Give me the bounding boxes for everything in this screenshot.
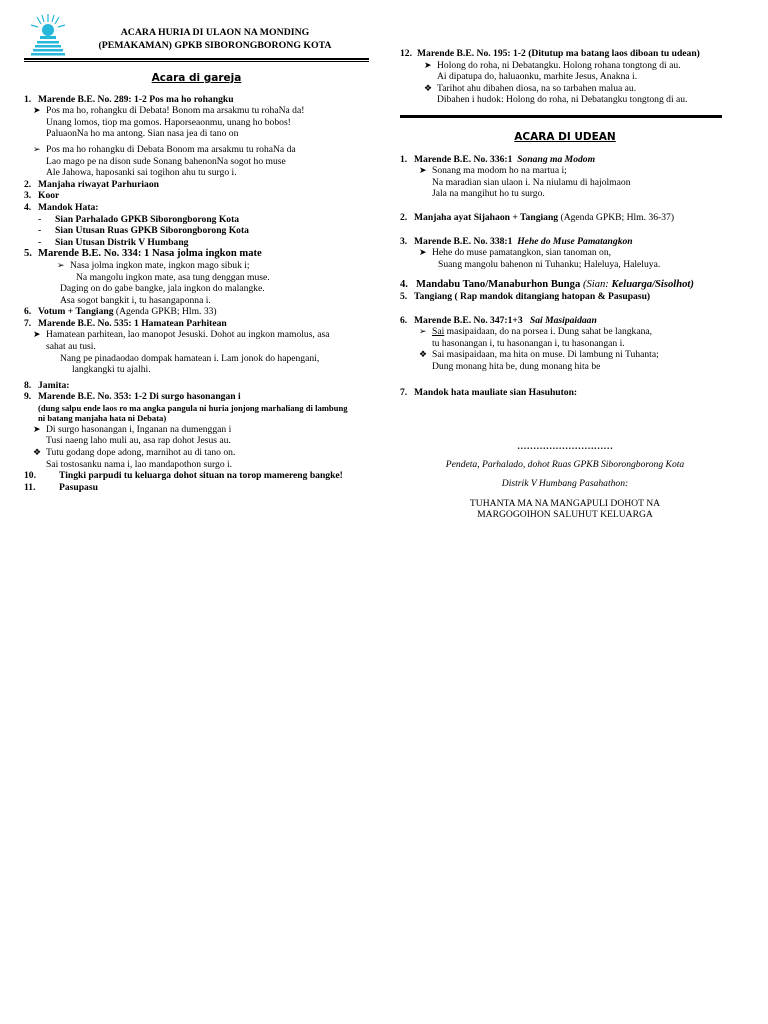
verse-block: ➢ Pos ma ho rohangku di Debata Bonom ma arsakmu tu rohaNa da Lao mago pe na dison sude Sonang bahenonNa sogot ho muse Ale Jahowa, haposanki sai togihon ahu tu surgo i. [33, 143, 296, 179]
verse-block: ➤ Holong do roha, ni Debatangku. Holong rohana tongtong di au. Ai dipatupa do, haluaonku, marhite Jesus, Anakna i. [424, 59, 681, 83]
list-item: 7. Mandok hata mauliate sian Hasuhuton: [400, 387, 578, 399]
header [24, 10, 369, 56]
list-item: 5. Marende B.E. No. 334: 1 Nasa jolma ingkon mate [24, 248, 262, 260]
verse-block: ➢ Nasa jolma ingkon mate, ingkon mago sibuk i; Na mangolu ingkon mate, asa tung denggan muse. [57, 259, 270, 283]
arrow-bullet-icon: ➤ [424, 59, 432, 70]
diamond-bullet-icon: ❖ [33, 447, 42, 458]
chevron-bullet-icon: ➢ [33, 143, 41, 154]
verse-block: ❖ Tarihot ahu dibahen diosa, na so tarbahen malua au. Dibahen i hudok: Holong do roha, ni Debatangku tongtong di au. [424, 82, 688, 106]
speaker-item: - Sian Utusan Distrik V Humbang [38, 236, 189, 248]
header-title [70, 26, 360, 52]
verse-block: ❖ Sai masipaidaan, ma hita on muse. Di lambung ni Tuhanta; Dung monang hita be, dung monang hita be [419, 349, 659, 372]
list-item: 6. Votum + Tangiang (Agenda GPKB; Hlm. 33) [24, 306, 217, 318]
header-line-2: (PEMAKAMAN) GPKB SIBORONGBORONG KOTA [98, 40, 332, 51]
list-item: 4. Mandabu Tano/Manaburhon Bunga (Sian: Keluarga/Sisolhot) [400, 279, 694, 291]
verse-block: ➤ Pos ma ho, rohangku di Debata! Bonom ma arsakmu tu rohaNa da! Unang lomos, tiop ma gomos. Haporseaonmu, unang ho bobos! PaluaonNa ho ma antong. Sian nasa jea di tano on [33, 105, 305, 140]
header-line-1: ACARA HURIA DI ULAON NA MONDING [120, 27, 310, 38]
section-title-gareja: Acara di gareja [151, 72, 242, 84]
signature-dots: ………………………… [517, 441, 613, 453]
verse-block: ❖ Tutu godang dope adong, marnihot au di tano on. Sai tostosanku nama i, lao mandapothon surgo i. [33, 447, 236, 470]
list-item: 8. Jamita: [24, 379, 70, 391]
list-item: 10. Tingki parpudi tu keluarga dohot situan na torop mamereng bangke! [24, 470, 343, 482]
signature-line: Distrik V Humbang Pasahathon: [501, 478, 629, 490]
speaker-item: - Sian Utusan Ruas GPKB Siborongborong Kota [38, 225, 249, 237]
arrow-bullet-icon: ➤ [33, 105, 41, 116]
speaker-item: - Sian Parhalado GPKB Siborongborong Kota [38, 213, 240, 225]
instruction-note: (dung salpu ende laos ro ma angka pangula ni huria jonjong marhaliang di lambung [38, 403, 348, 414]
chevron-bullet-icon: ➢ [419, 326, 427, 337]
header-divider [24, 58, 369, 62]
section-divider [400, 115, 722, 118]
list-item: 6. Marende B.E. No. 347:1+3 Sai Masipaidaan [400, 314, 597, 326]
church-logo-icon [28, 12, 68, 56]
section-title-udean: ACARA DI UDEAN [514, 130, 616, 143]
list-item: 11. Pasupasu [24, 481, 98, 493]
arrow-bullet-icon: ➤ [419, 165, 427, 176]
list-item: 12. Marende B.E. No. 195: 1-2 (Ditutup ma batang laos diboan tu udean) [400, 48, 700, 59]
signature-line: Pendeta, Parhalado, dohot Ruas GPKB Siborongborong Kota [445, 458, 685, 470]
list-item: 3. Koor [24, 190, 60, 202]
chevron-bullet-icon: ➢ [57, 259, 65, 270]
right-column [400, 48, 730, 521]
left-column: ACARA HURIA DI ULAON NA MONDING (PEMAKAMAN) GPKB SIBORONGBORONG KOTA Acara di gareja 1. Marende B.E. No. 289: 1-2 Pos ma ho rohangku ➤ Pos ma ho, rohangku di Debata! Bonom ma arsakmu tu rohaNa da! Unang lomos, tiop ma gomos. Haporseaonmu, unang ho bobos! PaluaonNa ho ma antong. Sian nasa jea di tano on ➢ Pos ma ho rohangku di Debata Bonom ma arsakmu tu rohaNa da Lao mago pe na dison sude Sonang bahenonNa sogot ho muse Ale Jahowa, haposanki sai togihon ahu tu surgo i. 2. Manjaha riwayat Parhuriaon 3. Koor 4. Mandok Hata: - Sian Parhalado GPKB Siborongborong Kota - Sian Utusan Ruas GPKB Siborongborong Kota - Sian Utusan Distrik V Humbang 5. Marende B.E. No. 334: 1 Nasa jolma ingkon mate ➢ Nasa jolma ingkon mate, ingkon mago sibuk i; Na mangolu ingkon mate, asa tung denggan muse. Daging on do gabe bangke, jala ingkon do malangke. Asa sogot bangkit i, tu hasangaponna i. 6. Votum + Tangiang (Agenda GPKB; Hlm. 33) 7. Marende B.E. No. 535: 1 Hamatean Parhitean ➤ Hamatean parhitean, lao manopot Jesuski. Dohot au ingkon mamolus, asa sahat au tusi. Nang pe pinadaodao dompak hamatean i. Lam jonok do hapengani, langkangki tu ajalhi. 8. Jamita: 9. Marende B.E. No. 353: 1-2 Di surgo hasonangan i (dung salpu ende laos ro ma angka pangula ni huria jonjong marhaliang di lambung ni batang manjaha hata ni Debata) ➤ Di surgo hasonangan i, Inganan na dumenggan i Tusi naeng laho muli au, asa rap dohot Jesus au. ❖ Tutu godang dope adong, marnihot au di tano on. Sai tostosanku nama i, lao mandapothon surgo i. 10. Tingki parpudi tu keluarga dohot situan na torop mamereng bangke! 11. Pasupasu [24, 10, 369, 493]
list-item: 1. Marende B.E. No. 289: 1-2 Pos ma ho rohangku [24, 93, 234, 105]
list-item: 9. Marende B.E. No. 353: 1-2 Di surgo hasonangan i [24, 391, 241, 403]
closing-line: MARGOGOIHON SALUHUT KELUARGA [477, 509, 653, 521]
list-item: 5. Tangiang ( Rap mandok ditangiang hatopan & Pasupasu) [400, 290, 651, 302]
closing-line: TUHANTA MA NA MANGAPULI DOHOT NA [469, 497, 661, 509]
verse-block: ➤ Di surgo hasonangan i, Inganan na dumenggan i Tusi naeng laho muli au, asa rap dohot Jesus au. [33, 423, 232, 447]
verse-block: ➤ Hamatean parhitean, lao manopot Jesuski. Dohot au ingkon mamolus, asa sahat au tusi. [33, 329, 330, 353]
verse-block: ➢ Sai masipaidaan, do na porsea i. Dung sahat be langkana, tu hasonangan i, tu hasonangan i, tu hasonangan i. [419, 326, 653, 349]
verse-block: ➤ Hehe do muse pamatangkon, sian tanoman on, Suang mangolu bahenon ni Tuhanku; Haleluya, Haleluya. [419, 247, 661, 270]
list-item: 1. Marende B.E. No. 336:1 Sonang ma Modom [400, 153, 596, 165]
list-item: 2. Manjaha riwayat Parhuriaon [24, 178, 159, 190]
verse-block: ➤ Sonang ma modom ho na martua i; Na maradian sian ulaon i. Na niulamu di hajolmaon Jala na mangihut ho tu surgo. [419, 165, 631, 200]
arrow-bullet-icon: ➤ [33, 329, 41, 340]
arrow-bullet-icon: ➤ [33, 423, 41, 434]
list-item: 7. Marende B.E. No. 535: 1 Hamatean Parhitean [24, 317, 227, 329]
list-item: 4. Mandok Hata: [24, 201, 99, 213]
list-item: 2. Manjaha ayat Sijahaon + Tangiang (Agenda GPKB; Hlm. 36-37) [400, 211, 675, 223]
list-item: 3. Marende B.E. No. 338:1 Hehe do Muse Pamatangkon [400, 235, 633, 247]
diamond-bullet-icon: ❖ [424, 82, 433, 93]
instruction-note: ni batang manjaha hata ni Debata) [38, 413, 167, 424]
star-bullet-icon: ❖ [419, 349, 428, 360]
arrow-bullet-icon: ➤ [419, 247, 427, 258]
